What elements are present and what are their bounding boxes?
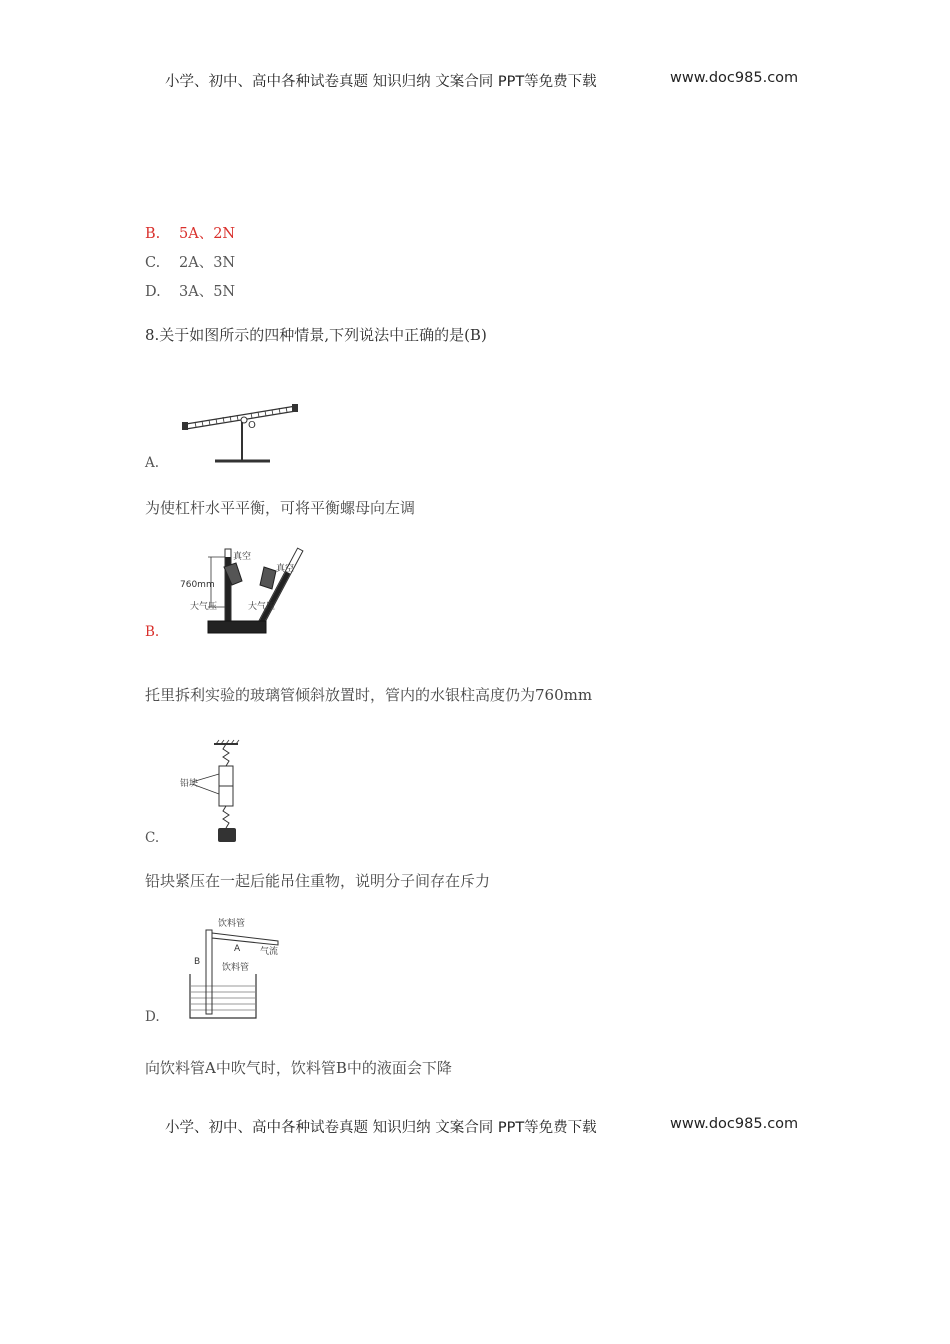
straw-label-top: 饮料管 [218,919,246,929]
pivot [241,417,247,423]
option-letter: B. [145,226,161,242]
lead-block-top [219,766,233,786]
hand-right [260,567,276,589]
mercury-dish [208,621,266,633]
choice-c-label: C. [145,830,160,846]
torricelli-figure [180,545,305,637]
lead-block-label: 铅块 [180,779,199,789]
choice-a-caption: 为使杠杆水平平衡，可将平衡螺母向左调 [145,499,416,517]
choice-b-label: B. [145,624,160,640]
choice-c-caption: 铅块紧压在一起后能吊住重物，说明分子间存在斥力 [145,872,491,890]
footer-site-link[interactable]: www.doc985.com [670,1116,799,1132]
lead-block-bottom [219,786,233,806]
question-8: 8.关于如图所示的四种情景,下列说法中正确的是(B) [145,326,487,344]
option-text: 5A、2N [179,226,236,242]
straw-b-label: B [194,957,201,967]
footer-text: 小学、初中、高中各种试卷真题 知识归纳 文案合同 PPT等免费下载 [165,1120,597,1136]
option-letter: D. [145,284,161,300]
header-site-link[interactable]: www.doc985.com [670,70,799,86]
straw-label-bottom: 饮料管 [222,963,250,973]
weight [218,828,236,842]
choice-b-caption: 托里拆利实验的玻璃管倾斜放置时，管内的水银柱高度仍为760mm [145,686,593,704]
vertical-tube [225,549,231,629]
left-balance-nut [182,422,188,430]
horizontal-straw-a [212,933,278,945]
choice-a-label: A. [145,455,160,471]
tilted-tube [255,548,303,630]
choice-d-caption: 向饮料管A中吹气时，饮料管B中的液面会下降 [145,1059,452,1077]
atm-pressure-label-2: 大气压 [248,602,276,612]
option-d-prev [145,280,235,301]
beaker [190,974,256,1018]
right-balance-nut [292,404,298,412]
choice-d-label: D. [145,1009,160,1025]
lever-figure [180,398,305,468]
height-label: 760mm [180,580,215,590]
page-footer [165,1116,805,1137]
atm-pressure-label-1: 大气压 [190,602,218,612]
header-text: 小学、初中、高中各种试卷真题 知识归纳 文案合同 PPT等免费下载 [165,74,597,90]
option-text: 3A、5N [179,284,236,300]
option-letter: C. [145,255,161,271]
page-header [165,70,805,91]
lower-spring [223,806,229,828]
option-c-prev [145,251,235,272]
option-text: 2A、3N [179,255,236,271]
airflow-label: 气流 [260,947,279,957]
lead-block-figure [180,738,270,848]
straw-a-label: A [234,944,241,954]
option-b-prev [145,222,235,243]
pivot-label: O [248,420,256,431]
water [191,986,255,1010]
vertical-straw-b [206,930,212,1014]
vacuum-label-2: 真空 [276,564,295,574]
upper-spring [223,744,229,766]
straw-figure [180,916,290,1026]
vacuum-label-1: 真空 [233,552,252,562]
